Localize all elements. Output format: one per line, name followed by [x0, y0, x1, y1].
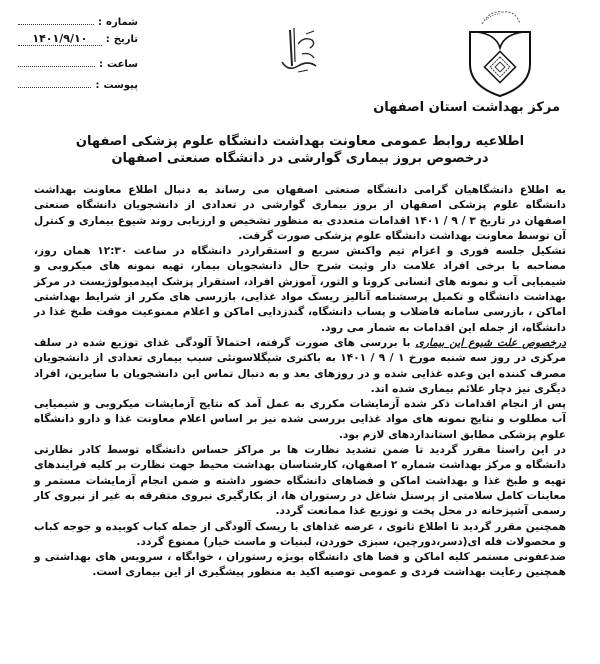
paragraph-7: ضدعفونی مستمر کلیه اماکن و فضا های دانشگاه بویژه رستوران ، خوابگاه ، سرویس های بهداشتی و همچنین رعایت بهداشت فردی و عمومی توصیه اکید به منظور پیشگیری از این بیماری است. — [34, 551, 566, 579]
meta-number-label: شماره — [106, 17, 138, 28]
meta-attachment-value — [18, 75, 91, 88]
meta-number-row — [18, 12, 138, 33]
meta-attachment-label: پیوست — [103, 80, 138, 91]
paragraph-5: در این راستا مقرر گردید تا ضمن تشدید نظارت ها بر مراکز حساس دانشگاه توسط کادر نظارتی دانشگاه و مرکز بهداشت شماره ۲ اصفهان، کارشناسان بهداشت محیط جهت نظارت بر کلیه فرایندهای تهیه و طبخ غذا و بهداشت اماکن و فضاهای دانشگاه حضور داشته و ضمن انجام آزمایشات مستمر و معاینات کامل سلامتی از پرسنل شاغل در رستوران ها، از بکارگیری نیروی متفرقه به غیر از نیروی کار رسمی آشپزخانه در محل پخت و توزیع غذا ممانعت گردد. — [34, 444, 566, 518]
meta-attachment-row — [18, 75, 138, 96]
paragraph-2: تشکیل جلسه فوری و اعزام تیم واکنش سریع و استقراردر دانشگاه در ساعت ۱۲:۳۰ همان روز، مصاحبه با برخی افراد علامت دار وثبت شرح حال دانشجویان بیمار، تهیه نمونه های میکروبی و شیمیایی آب و نمونه های انسانی کرونا و التور، آموزش افراد، استقرار پزشک اپیدمیولوژیست در مرکز بهداشت دانشگاه و تکمیل پرسشنامه آنالیز ریسک مواد غذایی، بازرسی های مکرر از شرایط بهداشتی اماکن ، بازرسی سامانه فاضلاب و پساب دانشگاه، گندزدایی اماکن و اعلام ممنوعیت موقت طبخ غذا در دانشگاه، از جمله این اقدامات به شمار می رود. — [34, 245, 566, 334]
meta-date-value: ۱۴۰۱/۹/۱۰ — [18, 33, 102, 46]
meta-colon: : — [98, 17, 103, 28]
meta-colon: : — [98, 59, 103, 70]
paragraph-4: پس از انجام اقدامات ذکر شده آزمایشات مکرری به عمل آمد که نتایج آزمایشات میکروبی و شیمیایی آب مطلوب و نتایج نمونه های مواد غذایی بررسی شده نیز بر اساس اعلام معاونت غذا و دارو دانشگاه علوم پزشکی مطابق استانداردهای لازم بود. — [34, 398, 566, 441]
paragraph-3 — [34, 336, 566, 397]
paragraph-1: به اطلاع دانشگاهیان گرامی دانشگاه صنعتی اصفهان می رساند به دنبال اطلاع معاونت بهداشت دانشگاه علوم پزشکی اصفهان از بروز بیماری گوارشی در تعدادی از دانشجویان دانشگاه صنعتی اصفهان در تاریخ ۳ / ۹ / ۱۴۰۱ اقدامات متعددی به منظور تشخیص و ارزیابی روند شیوع بیماری و کنترل آن توسط معاونت بهداشت دانشگاه علوم پزشکی صورت گرفت. — [34, 184, 566, 242]
underlined-phrase: درخصوص علت شیوع این بیماری — [415, 336, 566, 349]
meta-number-value — [18, 12, 94, 25]
meta-time-value — [18, 54, 95, 67]
letter-meta-fields — [18, 12, 138, 96]
basmala-calligraphy-icon — [268, 22, 328, 82]
meta-colon: : — [105, 34, 110, 45]
announcement-title — [0, 133, 600, 167]
letterhead-logo-block — [373, 6, 560, 115]
paragraph-6: همچنین مقرر گردید تا اطلاع ثانوی ، عرضه غذاهای با ریسک آلودگی از جمله کباب کوبیده و جوجه کباب و محصولات فله ای(دسر،دورچین، سبزی خوردن، لبنیات و ماست خیار) ممنوع گردد. — [34, 520, 566, 548]
announcement-body — [34, 183, 566, 581]
organization-name: مرکز بهداشت استان اصفهان — [373, 100, 560, 115]
meta-time-row — [18, 54, 138, 75]
meta-date-row — [18, 33, 138, 54]
shield-emblem-icon — [460, 6, 540, 98]
meta-date-label: تاریخ — [113, 34, 138, 45]
title-line-1: اطلاعیه روابط عمومی معاونت بهداشت دانشگاه علوم پزشکی اصفهان — [75, 134, 525, 149]
title-line-2: درخصوص بروز بیماری گوارشی در دانشگاه صنعتی اصفهان — [111, 151, 489, 166]
paragraph-3-text: با بررسی های صورت گرفته، احتمالاً آلودگی غذای توزیع شده در سلف مرکزی در روز سه شنبه مورخ ۱ / ۹ / ۱۴۰۱ به باکتری شیگلاسونئی سبب بیماری تعدادی از دانشجویان مصرف کننده این وعده غذایی شده و در روزهای بعد و به دنبال تماس این دانشجویان با سایرین، افراد دیگری نیز دچار علائم بیماری شده اند. — [34, 336, 567, 395]
meta-time-label: ساعت — [106, 59, 138, 70]
meta-colon: : — [95, 80, 100, 91]
